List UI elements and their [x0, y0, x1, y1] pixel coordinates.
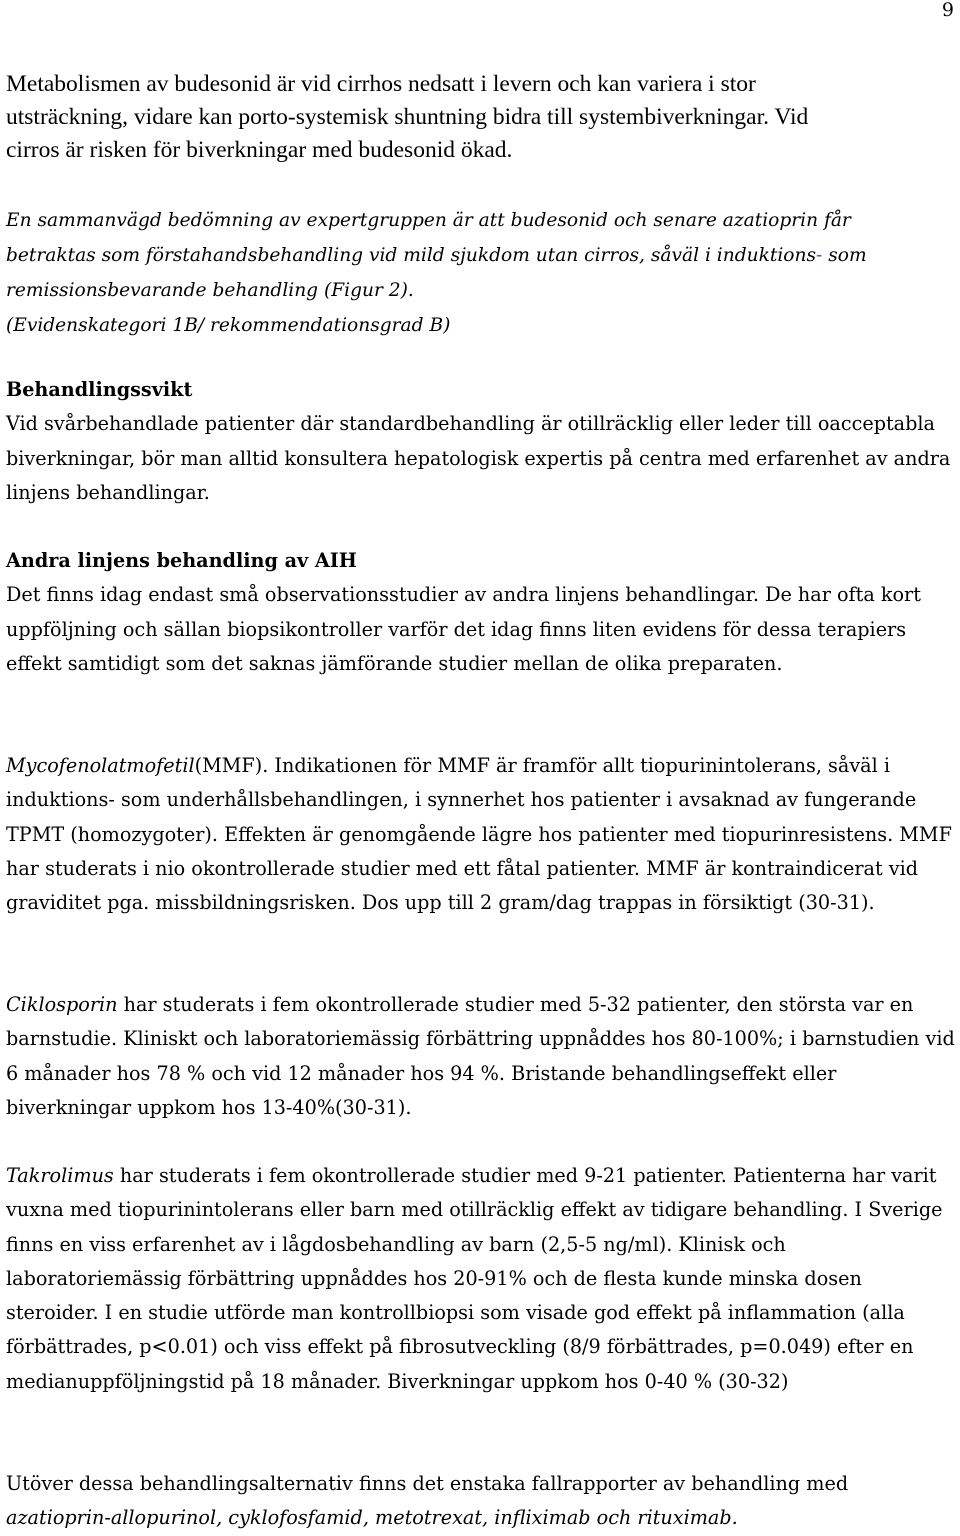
other-drugs-list: azatioprin-allopurinol, cyklofosfamid, metotrexat, infliximab och rituximab.	[6, 1506, 738, 1530]
drug-name-ciklosporin: Ciklosporin	[6, 993, 118, 1016]
recommendation-line-3: remissionsbevarande behandling (Figur 2).	[6, 280, 414, 301]
paragraph-metabolism	[6, 68, 954, 167]
other-options-line: Utöver dessa behandlingsalternativ finns det enstaka fallrapporter av behandling med	[6, 1472, 849, 1495]
ciklosporin-body: har studerats i fem okontrollerade studier med 5-32 patienter, den största var en barnstudie. Kliniskt och laboratoriemässig förbättring uppnåddes hos 80-100%; i barnstudien vid 6 månader hos 78 % och vid 12 månader hos 94 %. Bristande behandlingseffekt eller biverkningar uppkom hos 13-40%(30-31).	[6, 993, 955, 1119]
metabolism-line-2: utsträckning, vidare kan porto-systemisk shuntning bidra till systembiverkningar. Vid	[6, 104, 809, 130]
mmf-body: (MMF). Indikationen för MMF är framför allt tiopurinintolerans, såväl i induktions- som underhållsbehandlingen, i synnerhet hos patienter i avsaknad av fungerande TPMT (homozygoter). Effekten är genomgående lägre hos patienter med tiopurinresistens. MMF har studerats i nio okontrollerade studier med ett fåtal patienter. MMF är kontraindicerat vid graviditet pga. missbildningsrisken. Dos upp till 2 gram/dag trappas in försiktigt (30-31).	[6, 754, 952, 915]
recommendation-line-1: En sammanvägd bedömning av expertgruppen är att budesonid och senare azatioprin får	[6, 210, 851, 231]
drug-name-takrolimus: Takrolimus	[6, 1164, 114, 1187]
section-second-line	[6, 544, 960, 681]
section-treatment-failure	[6, 373, 960, 510]
evidence-category: (Evidenskategori 1B/ rekommendationsgrad B)	[6, 315, 451, 336]
recommendation-line-2-end: som	[822, 245, 867, 266]
paragraph-recommendation	[6, 203, 960, 343]
paragraph-ciklosporin	[6, 988, 960, 1125]
page-number: 9	[941, 0, 954, 21]
paragraph-takrolimus	[6, 1159, 960, 1399]
treatment-failure-body: Vid svårbehandlade patienter där standardbehandling är otillräcklig eller leder till oacceptabla biverkningar, bör man alltid konsultera hepatologisk expertis på centra med erfarenhet av andra linjens behandlingar.	[6, 412, 951, 504]
metabolism-line-1: Metabolismen av budesonid är vid cirrhos nedsatt i levern och kan variera i stor	[6, 71, 756, 97]
paragraph-other-options	[6, 1467, 960, 1536]
second-line-body: Det finns idag endast små observationsstudier av andra linjens behandlingar. De har ofta kort uppföljning och sällan biopsikontroller varför det idag finns liten evidens för dessa terapiers effekt samtidigt som det saknas jämförande studier mellan de olika preparaten.	[6, 583, 921, 675]
metabolism-line-3: cirros är risken för biverkningar med budesonid ökad.	[6, 137, 513, 163]
recommendation-line-2: betraktas som förstahandsbehandling vid mild sjukdom utan cirros, såväl i induktions	[6, 245, 817, 266]
takrolimus-body: har studerats i fem okontrollerade studier med 9-21 patienter. Patienterna har varit vuxna med tiopurinintolerans eller barn med otillräcklig effekt av tidigare behandling. I Sverige finns en viss erfarenhet av i lågdosbehandling av barn (2,5-5 ng/ml). Klinisk och laboratoriemässig förbättring uppnåddes hos 20-91% och de flesta kunde minska dosen steroider. I en studie utförde man kontrollbiopsi som visade god effekt på inflammation (alla förbättrades, p<0.01) och viss effekt på fibrosutveckling (8/9 förbättrades, p=0.049) efter en medianuppföljningstid på 18 månader. Biverkningar uppkom hos 0-40 % (30-32)	[6, 1164, 943, 1393]
drug-name-mmf: Mycofenolatmofetil	[6, 754, 195, 777]
section-heading-second-line: Andra linjens behandling av AIH	[6, 549, 357, 572]
hyphen-mark: -	[816, 245, 823, 266]
paragraph-mmf	[6, 749, 960, 920]
section-heading-treatment-failure: Behandlingssvikt	[6, 378, 193, 401]
